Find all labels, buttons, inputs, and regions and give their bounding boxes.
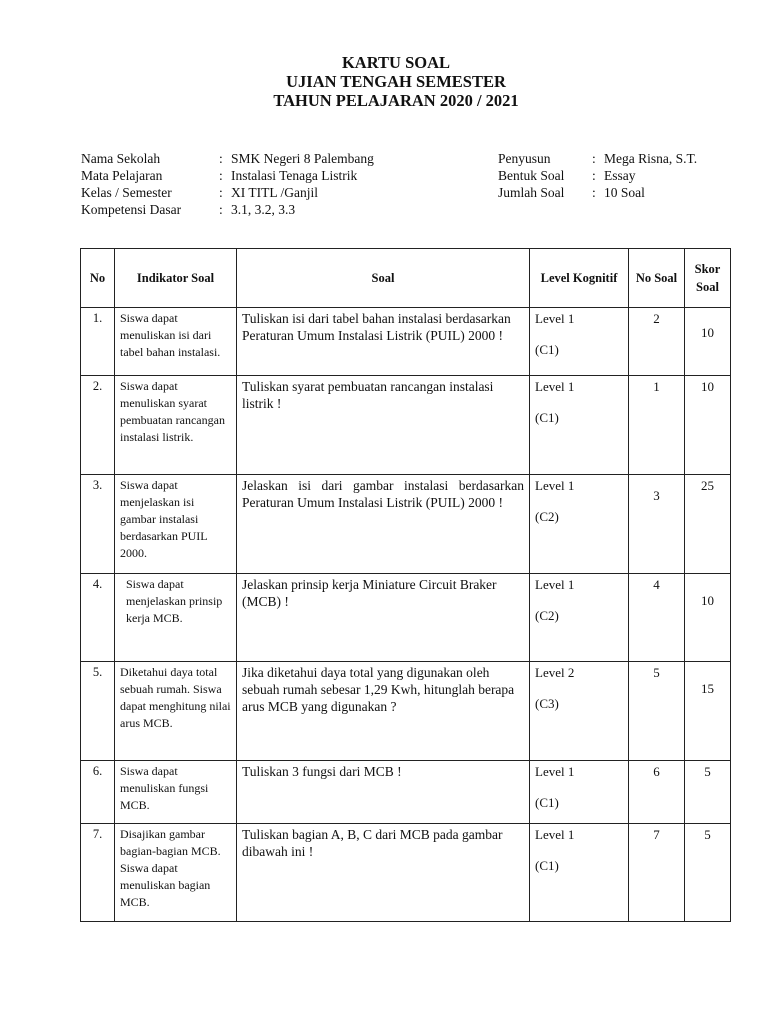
level-label: Level 1 xyxy=(535,577,575,592)
row-indikator: Siswa dapat menjelaskan isi gambar instalasi berdasarkan PUIL 2000. xyxy=(115,475,237,574)
level-label: Level 1 xyxy=(535,764,575,779)
header-level-kognitif: Level Kognitif xyxy=(530,249,629,308)
info-colon: : xyxy=(219,185,223,200)
header-skor-soal: Skor Soal xyxy=(685,249,731,308)
info-row-kompetensi-dasar xyxy=(81,201,374,218)
info-block-left xyxy=(81,150,374,218)
row-level xyxy=(530,376,629,475)
cognitive-code: (C1) xyxy=(535,795,559,810)
level-label: Level 2 xyxy=(535,665,575,680)
row-indikator: Siswa dapat menuliskan syarat pembuatan rancangan instalasi listrik. xyxy=(115,376,237,475)
title-line-tahun: TAHUN PELAJARAN 2020 / 2021 xyxy=(273,91,519,110)
row-no-soal: 6 xyxy=(629,761,685,824)
row-number: 1. xyxy=(81,308,115,376)
row-number: 2. xyxy=(81,376,115,475)
info-row-bentuk-soal xyxy=(498,167,697,184)
info-row-jumlah-soal xyxy=(498,184,697,201)
row-no-soal: 5 xyxy=(629,662,685,761)
row-skor: 25 xyxy=(685,475,731,574)
row-number: 3. xyxy=(81,475,115,574)
row-soal: Tuliskan 3 fungsi dari MCB ! xyxy=(237,761,530,824)
row-no-soal: 1 xyxy=(629,376,685,475)
question-table xyxy=(80,248,731,922)
row-soal: Jelaskan prinsip kerja Miniature Circuit Braker (MCB) ! xyxy=(237,574,530,662)
info-colon: : xyxy=(592,185,596,200)
level-label: Level 1 xyxy=(535,379,575,394)
row-level xyxy=(530,761,629,824)
table-row xyxy=(81,376,731,475)
info-row-mata-pelajaran xyxy=(81,167,374,184)
row-number: 6. xyxy=(81,761,115,824)
info-value: SMK Negeri 8 Palembang xyxy=(231,151,374,166)
level-label: Level 1 xyxy=(535,827,575,842)
info-label: Mata Pelajaran xyxy=(81,168,163,183)
cognitive-code: (C1) xyxy=(535,410,559,425)
info-colon: : xyxy=(592,151,596,166)
row-level xyxy=(530,824,629,922)
row-soal: Tuliskan bagian A, B, C dari MCB pada gambar dibawah ini ! xyxy=(237,824,530,922)
info-label: Bentuk Soal xyxy=(498,168,565,183)
row-level xyxy=(530,475,629,574)
row-soal: Tuliskan isi dari tabel bahan instalasi berdasarkan Peraturan Umum Instalasi Listrik (PUIL) 2000 ! xyxy=(237,308,530,376)
cognitive-code: (C3) xyxy=(535,696,559,711)
header-no: No xyxy=(81,249,115,308)
info-value: 3.1, 3.2, 3.3 xyxy=(231,202,296,217)
info-row-nama-sekolah xyxy=(81,150,374,167)
table-header-row xyxy=(81,249,731,308)
info-value: 10 Soal xyxy=(604,185,645,200)
info-value: XI TITL /Ganjil xyxy=(231,185,318,200)
row-no-soal: 7 xyxy=(629,824,685,922)
row-skor: 10 xyxy=(685,308,731,376)
table-row xyxy=(81,662,731,761)
row-indikator: Siswa dapat menuliskan fungsi MCB. xyxy=(115,761,237,824)
row-no-soal: 4 xyxy=(629,574,685,662)
info-label: Kompetensi Dasar xyxy=(81,202,182,217)
row-indikator: Siswa dapat menuliskan isi dari tabel bahan instalasi. xyxy=(115,308,237,376)
info-value: Essay xyxy=(604,168,636,183)
row-soal: Jika diketahui daya total yang digunakan oleh sebuah rumah sebesar 1,29 Kwh, hitunglah berapa arus MCB yang digunakan ? xyxy=(237,662,530,761)
cognitive-code: (C2) xyxy=(535,509,559,524)
row-number: 4. xyxy=(81,574,115,662)
row-indikator: Siswa dapat menjelaskan prinsip kerja MCB. xyxy=(115,574,237,662)
cognitive-code: (C1) xyxy=(535,858,559,873)
row-no-soal: 2 xyxy=(629,308,685,376)
row-level xyxy=(530,574,629,662)
row-level xyxy=(530,308,629,376)
table-row xyxy=(81,475,731,574)
header-no-soal: No Soal xyxy=(629,249,685,308)
info-colon: : xyxy=(219,151,223,166)
info-colon: : xyxy=(219,168,223,183)
level-label: Level 1 xyxy=(535,311,575,326)
table-row xyxy=(81,824,731,922)
row-soal: Tuliskan syarat pembuatan rancangan instalasi listrik ! xyxy=(237,376,530,475)
info-label: Nama Sekolah xyxy=(81,151,161,166)
cognitive-code: (C2) xyxy=(535,608,559,623)
info-value: Mega Risna, S.T. xyxy=(604,151,698,166)
header-indikator-soal: Indikator Soal xyxy=(115,249,237,308)
row-number: 5. xyxy=(81,662,115,761)
info-label: Penyusun xyxy=(498,151,551,166)
info-colon: : xyxy=(219,202,223,217)
title-line-ujian: UJIAN TENGAH SEMESTER xyxy=(286,72,506,91)
document-title xyxy=(0,53,768,110)
level-label: Level 1 xyxy=(535,478,575,493)
info-value: Instalasi Tenaga Listrik xyxy=(231,168,358,183)
info-row-kelas-semester xyxy=(81,184,374,201)
row-soal: Jelaskan isi dari gambar instalasi berdasarkan Peraturan Umum Instalasi Listrik (PUIL) 2000 ! xyxy=(237,475,530,574)
info-row-penyusun xyxy=(498,150,697,167)
row-level xyxy=(530,662,629,761)
info-label: Jumlah Soal xyxy=(498,185,565,200)
row-skor: 5 xyxy=(685,824,731,922)
table-row xyxy=(81,574,731,662)
table-row xyxy=(81,761,731,824)
row-skor: 10 xyxy=(685,376,731,475)
row-skor: 15 xyxy=(685,662,731,761)
table-row xyxy=(81,308,731,376)
info-label: Kelas / Semester xyxy=(81,185,172,200)
title-line-kartu-soal: KARTU SOAL xyxy=(341,53,451,72)
row-indikator: Disajikan gambar bagian-bagian MCB. Siswa dapat menuliskan bagian MCB. xyxy=(115,824,237,922)
row-number: 7. xyxy=(81,824,115,922)
row-skor: 5 xyxy=(685,761,731,824)
cognitive-code: (C1) xyxy=(535,342,559,357)
header-soal: Soal xyxy=(237,249,530,308)
row-no-soal: 3 xyxy=(629,475,685,574)
row-skor: 10 xyxy=(685,574,731,662)
info-colon: : xyxy=(592,168,596,183)
info-block-right xyxy=(498,150,697,201)
row-indikator: Diketahui daya total sebuah rumah. Siswa dapat menghitung nilai arus MCB. xyxy=(115,662,237,761)
